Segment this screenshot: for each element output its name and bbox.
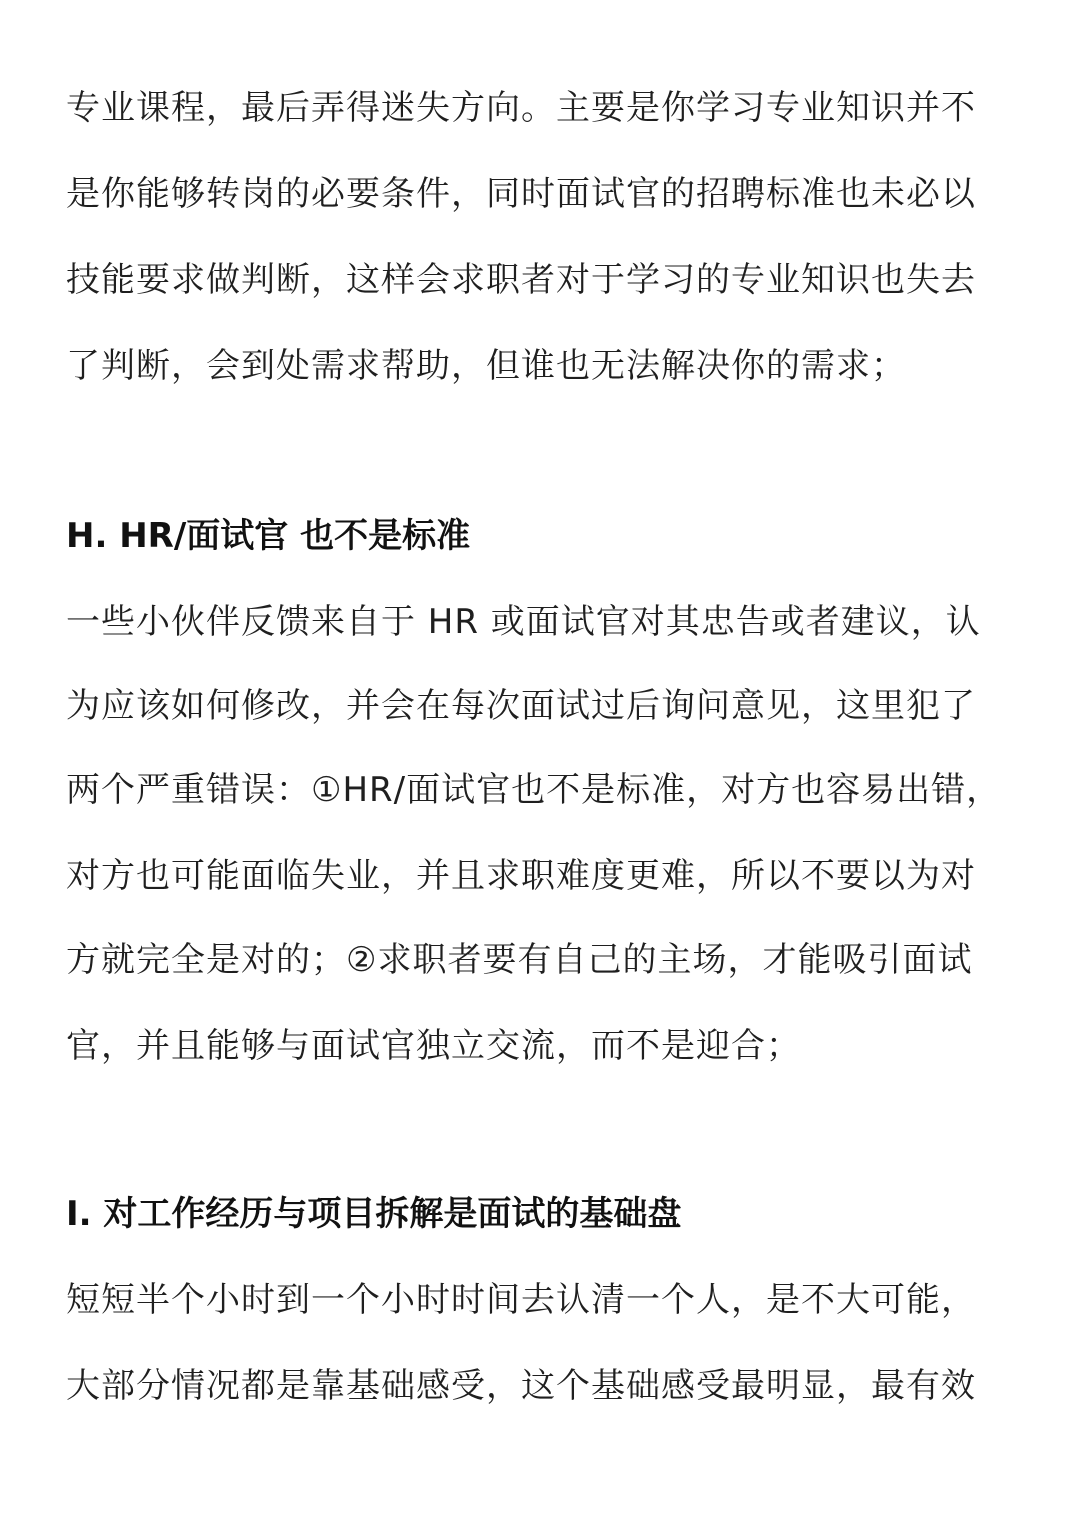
paragraph-line: 短短半个小时到一个小时时间去认清一个人，是不大可能，	[66, 1280, 976, 1320]
paragraph-line: 一些小伙伴反馈来自于 HR 或面试官对其忠告或者建议，认	[66, 602, 981, 642]
paragraph-line: 了判断，会到处需求帮助，但谁也无法解决你的需求；	[66, 346, 906, 386]
paragraph-line: 官，并且能够与面试官独立交流，而不是迎合；	[66, 1026, 801, 1066]
paragraph-line: 为应该如何修改，并会在每次面试过后询问意见，这里犯了	[66, 686, 976, 726]
section-heading-h: H. HR/面试官 也不是标准	[66, 516, 471, 556]
paragraph-line: 大部分情况都是靠基础感受，这个基础感受最明显，最有效	[66, 1366, 976, 1406]
section-heading-i: I. 对工作经历与项目拆解是面试的基础盘	[66, 1194, 682, 1234]
paragraph-line: 是你能够转岗的必要条件，同时面试官的招聘标准也未必以	[66, 174, 976, 214]
paragraph-line: 专业课程，最后弄得迷失方向。主要是你学习专业知识并不	[66, 88, 976, 128]
paragraph-line: 对方也可能面临失业，并且求职难度更难，所以不要以为对	[66, 856, 976, 896]
paragraph-line: 技能要求做判断，这样会求职者对于学习的专业知识也失去	[66, 260, 976, 300]
paragraph-line: 两个严重错误：①HR/面试官也不是标准，对方也容易出错，	[66, 770, 1002, 810]
paragraph-line: 方就完全是对的；②求职者要有自己的主场，才能吸引面试	[66, 940, 973, 980]
